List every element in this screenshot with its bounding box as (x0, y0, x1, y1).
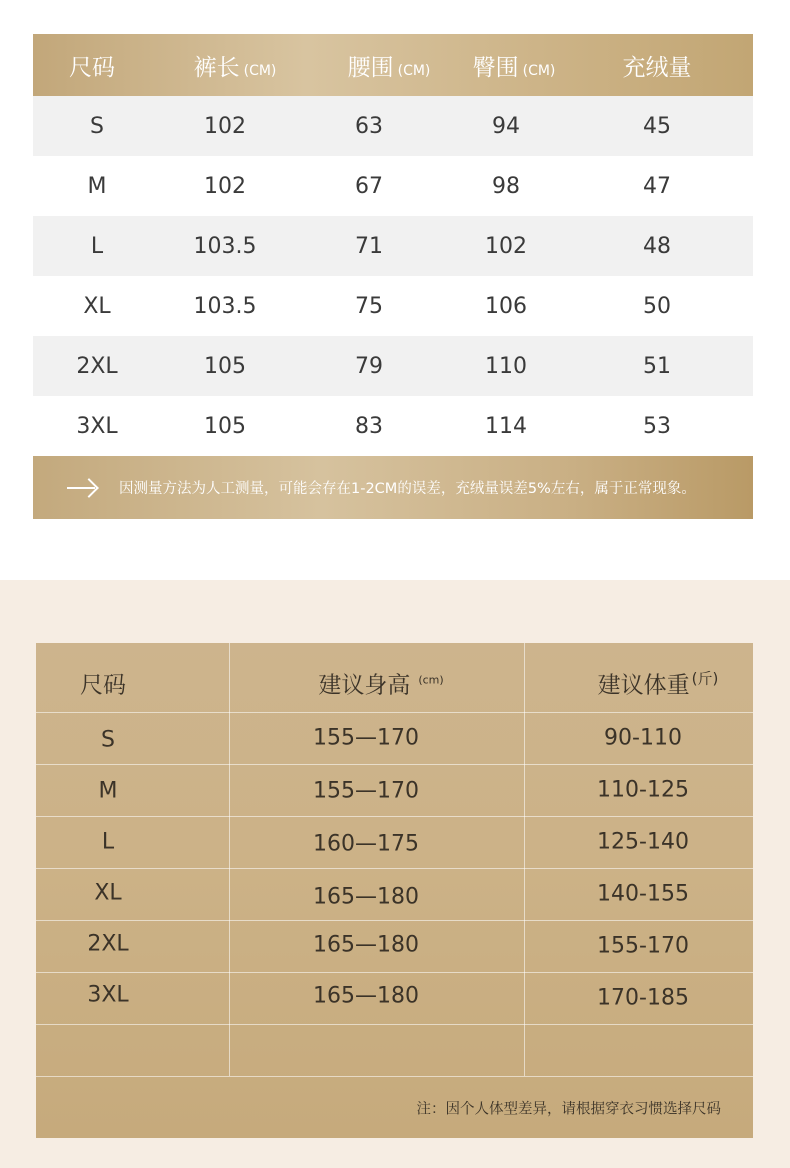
table-row (33, 96, 753, 156)
cell-size: 2XL (76, 353, 118, 379)
column-divider (524, 643, 525, 1076)
cell-size: S (90, 113, 104, 139)
cell-waist: 75 (355, 293, 383, 319)
cell-down-fill: 45 (643, 113, 671, 139)
cell-size: XL (94, 880, 122, 906)
cell-waist: 63 (355, 113, 383, 139)
cell-hip: 106 (485, 293, 527, 319)
measurement-note (33, 456, 753, 519)
row-divider (36, 1024, 753, 1025)
size-chart-header (33, 34, 753, 96)
cell-size: L (90, 233, 104, 259)
cell-height: 165—180 (313, 932, 419, 958)
recommend-size-table (36, 643, 753, 1138)
header-waist: 腰围 (CM) (347, 54, 431, 81)
arrow-right-icon (67, 478, 97, 498)
table-row (33, 276, 753, 336)
size-selection-note: 注：因个人体型差异，请根据穿衣习惯选择尺码 (416, 1101, 721, 1118)
row-divider (36, 868, 753, 869)
row-divider (36, 972, 753, 973)
cell-weight: 90-110 (604, 725, 682, 751)
cell-waist: 83 (355, 413, 383, 439)
row-divider (36, 920, 753, 921)
cell-height: 155—170 (313, 725, 419, 751)
cell-weight: 170-185 (597, 985, 689, 1011)
cell-height: 155—170 (313, 778, 419, 804)
header-size: 尺码 (69, 54, 115, 81)
cell-size: XL (83, 293, 111, 319)
row-divider (36, 712, 753, 713)
cell-size: M (87, 173, 107, 199)
header-hip: 臀围 (CM) (472, 54, 556, 81)
row-divider (36, 816, 753, 817)
header-down-fill: 充绒量 (622, 54, 692, 81)
cell-down-fill: 48 (643, 233, 671, 259)
cell-height: 165—180 (313, 884, 419, 910)
cell-weight: 110-125 (597, 777, 689, 803)
cell-size: 3XL (87, 982, 129, 1008)
header-size: 尺码 (80, 672, 126, 699)
table-row (33, 216, 753, 276)
cell-weight: 125-140 (597, 829, 689, 855)
cell-hip: 94 (492, 113, 520, 139)
cell-hip: 110 (485, 353, 527, 379)
cell-length: 102 (204, 113, 246, 139)
cell-length: 105 (204, 413, 246, 439)
row-divider (36, 764, 753, 765)
cell-hip: 98 (492, 173, 520, 199)
cell-weight: 155-170 (597, 933, 689, 959)
cell-weight: 140-155 (597, 881, 689, 907)
table-row (33, 336, 753, 396)
cell-size: L (101, 829, 115, 855)
cell-waist: 79 (355, 353, 383, 379)
cell-length: 103.5 (193, 293, 257, 319)
header-height: 建议身高 $^{(cm)}$ (318, 672, 444, 699)
cell-length: 103.5 (193, 233, 257, 259)
header-length: 裤长 (CM) (193, 54, 277, 81)
cell-down-fill: 51 (643, 353, 671, 379)
cell-down-fill: 53 (643, 413, 671, 439)
table-row (33, 156, 753, 216)
row-divider (36, 1076, 753, 1077)
cell-height: 160—175 (313, 831, 419, 857)
cell-size: M (98, 778, 118, 804)
cell-waist: 67 (355, 173, 383, 199)
cell-hip: 114 (485, 413, 527, 439)
cell-height: 165—180 (313, 983, 419, 1009)
cell-size: 3XL (76, 413, 118, 439)
cell-size: 2XL (87, 931, 129, 957)
measurement-note-text: 因测量方法为人工测量，可能会存在1-2CM的误差，充绒量误差5%左右，属于正常现象。 (119, 481, 696, 497)
size-chart-table (33, 34, 753, 519)
cell-length: 105 (204, 353, 246, 379)
cell-waist: 71 (355, 233, 383, 259)
cell-down-fill: 47 (643, 173, 671, 199)
cell-length: 102 (204, 173, 246, 199)
header-weight: 建议体重 $^{(斤)}$ (597, 669, 719, 699)
cell-down-fill: 50 (643, 293, 671, 319)
table-row (33, 396, 753, 456)
column-divider (229, 643, 230, 1076)
cell-hip: 102 (485, 233, 527, 259)
cell-size: S (101, 727, 115, 753)
